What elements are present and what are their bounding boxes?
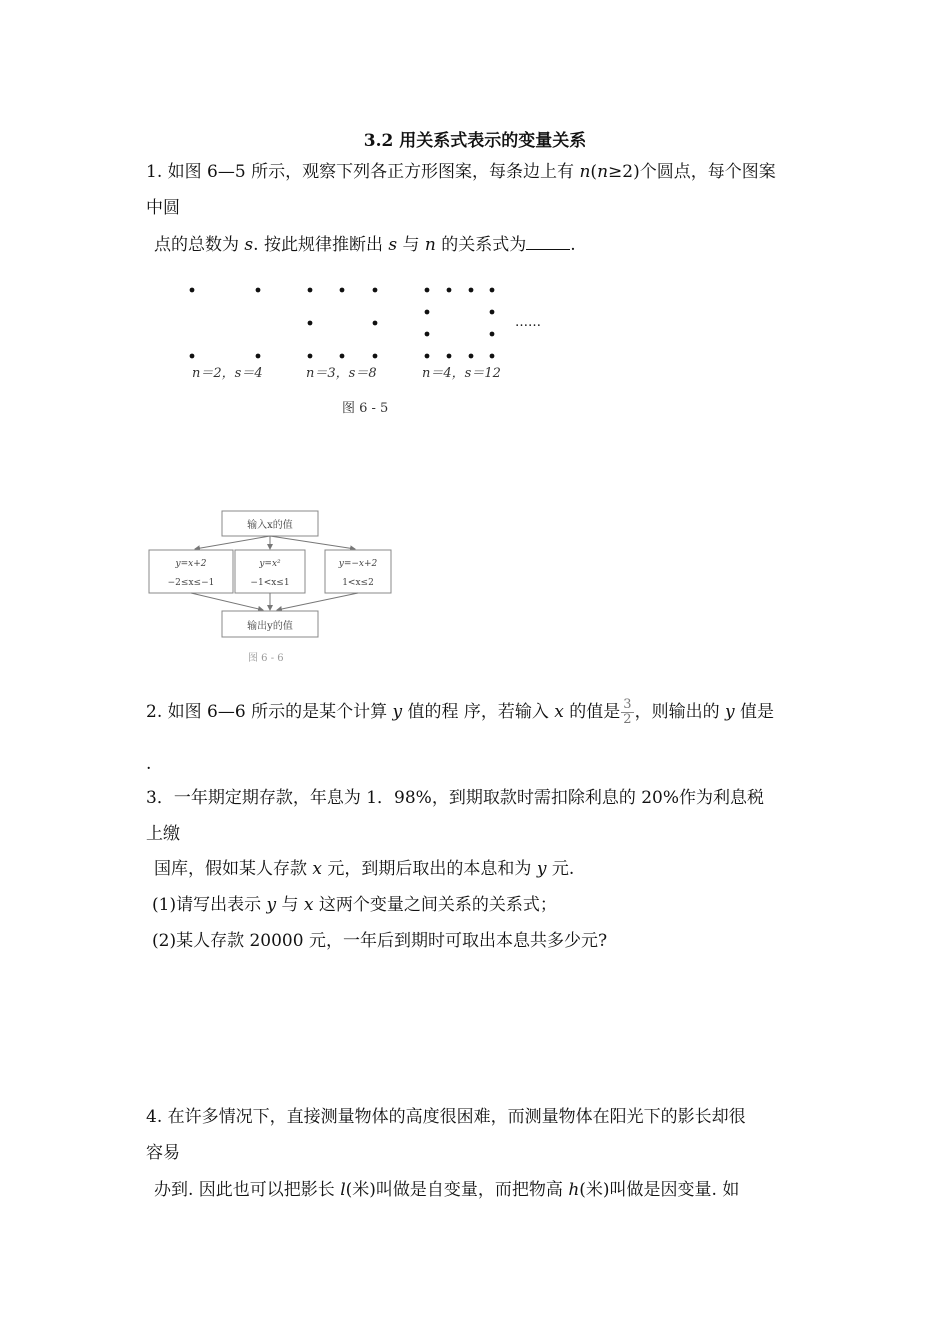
dot-pattern-n2 (190, 288, 261, 359)
q1-text: 与 (397, 235, 425, 255)
q4-var-l: l (340, 1180, 346, 1200)
label-n4: n＝4，s＝12 (422, 366, 501, 381)
q3-line-1: 3．一年期定期存款，年息为 1．98%，到期取款时需扣除利息的 20%作为利息税 (146, 788, 765, 808)
q3-line-5: (2)某人存款 20000 元，一年后到期时可取出本息共多少元? (152, 931, 608, 951)
q3-text: 国库，假如某人存款 (154, 859, 313, 879)
q3-text: (1)请写出表示 (152, 895, 267, 915)
fraction (621, 698, 633, 727)
ellipsis: …… (515, 315, 541, 330)
q1-text: . (570, 235, 576, 255)
q4-line-1: 4. 在许多情况下，直接测量物体的高度很困难，而测量物体在阳光下的影长却很 (146, 1107, 746, 1127)
figure-caption: 图 6 - 5 (342, 401, 389, 416)
figure-6-6 (145, 508, 405, 668)
q4-line-2: 容易 (146, 1143, 180, 1163)
q1-var-n: n (424, 235, 436, 255)
q3-var-y: y (266, 895, 277, 915)
q3-line-2: 上缴 (146, 824, 180, 844)
dot-pattern-n4 (425, 288, 495, 359)
q2-var-y: y (392, 702, 403, 722)
q3-var-x: x (312, 859, 322, 879)
branch-1-range: −2≤x≤−1 (167, 578, 215, 588)
figure-caption: 图 6 - 6 (248, 653, 284, 664)
q1-var-n: n (579, 162, 591, 182)
q2-line-2: . (146, 754, 152, 774)
branch-1-formula: y=x+2 (175, 559, 207, 569)
branch-2-formula: y=x² (259, 559, 281, 569)
q1-text: ≥2)个圆点，每个图案 (608, 162, 776, 182)
input-box-label: 输入x的值 (247, 520, 293, 531)
q3-var-y: y (536, 859, 547, 879)
q4-text: 办到. 因此也可以把影长 (154, 1180, 341, 1200)
q3-line-3 (154, 857, 574, 881)
fraction-numerator: 3 (623, 697, 632, 712)
fraction-denominator: 2 (623, 712, 632, 727)
q3-var-x: x (303, 895, 314, 915)
figure-6-5 (170, 276, 570, 416)
q1-text: 点的总数为 (154, 235, 245, 255)
q1-text: . 按此规律推断出 (253, 235, 389, 255)
branch-2-range: −1<x≤1 (250, 578, 290, 588)
q1-var-s: s (388, 235, 398, 255)
q2-text: 2. 如图 6—6 所示的是某个计算 (146, 702, 393, 722)
q4-text: (米)叫做是自变量，而把物高 (345, 1180, 569, 1200)
q2-line-1 (146, 698, 774, 727)
branch-3-range: 1<x≤2 (342, 578, 374, 588)
answer-blank (526, 233, 570, 250)
q3-text: 元. (546, 859, 575, 879)
branch-3-formula: y=−x+2 (338, 559, 378, 569)
q2-text: 的值是 (563, 702, 621, 722)
output-box-label: 输出y的值 (247, 621, 293, 632)
q1-text: 的关系式为 (435, 235, 527, 255)
q1-var-s: s (244, 235, 254, 255)
dot-pattern-n3 (308, 288, 378, 359)
q4-text: (米)叫做是因变量. 如 (579, 1180, 740, 1200)
q2-var-y: y (724, 702, 735, 722)
q1-line-1 (146, 160, 776, 184)
q1-text: ( (590, 162, 598, 182)
q3-text: 与 (276, 895, 304, 915)
q1-line-2: 中圆 (146, 198, 180, 218)
q1-line-3 (154, 233, 576, 257)
q2-var-x: x (554, 702, 564, 722)
q3-line-4 (152, 893, 557, 917)
q4-line-3 (154, 1178, 739, 1202)
q1-text: 1. 如图 6—5 所示，观察下列各正方形图案，每条边上有 (146, 162, 580, 182)
q3-text: 元，到期后取出的本息和为 (322, 859, 537, 879)
label-n3: n＝3，s＝8 (306, 366, 377, 381)
q4-var-h: h (568, 1180, 580, 1200)
label-n2: n＝2，s＝4 (192, 366, 263, 381)
page-title: 3.2 用关系式表示的变量关系 (363, 131, 587, 151)
q3-text: 这两个变量之间关系的关系式； (313, 895, 557, 915)
q2-text: 值是 (734, 702, 774, 722)
q2-text: 值的程 序，若输入 (402, 702, 555, 722)
q1-var-n: n (597, 162, 609, 182)
q2-text: ，则输出的 (634, 702, 725, 722)
